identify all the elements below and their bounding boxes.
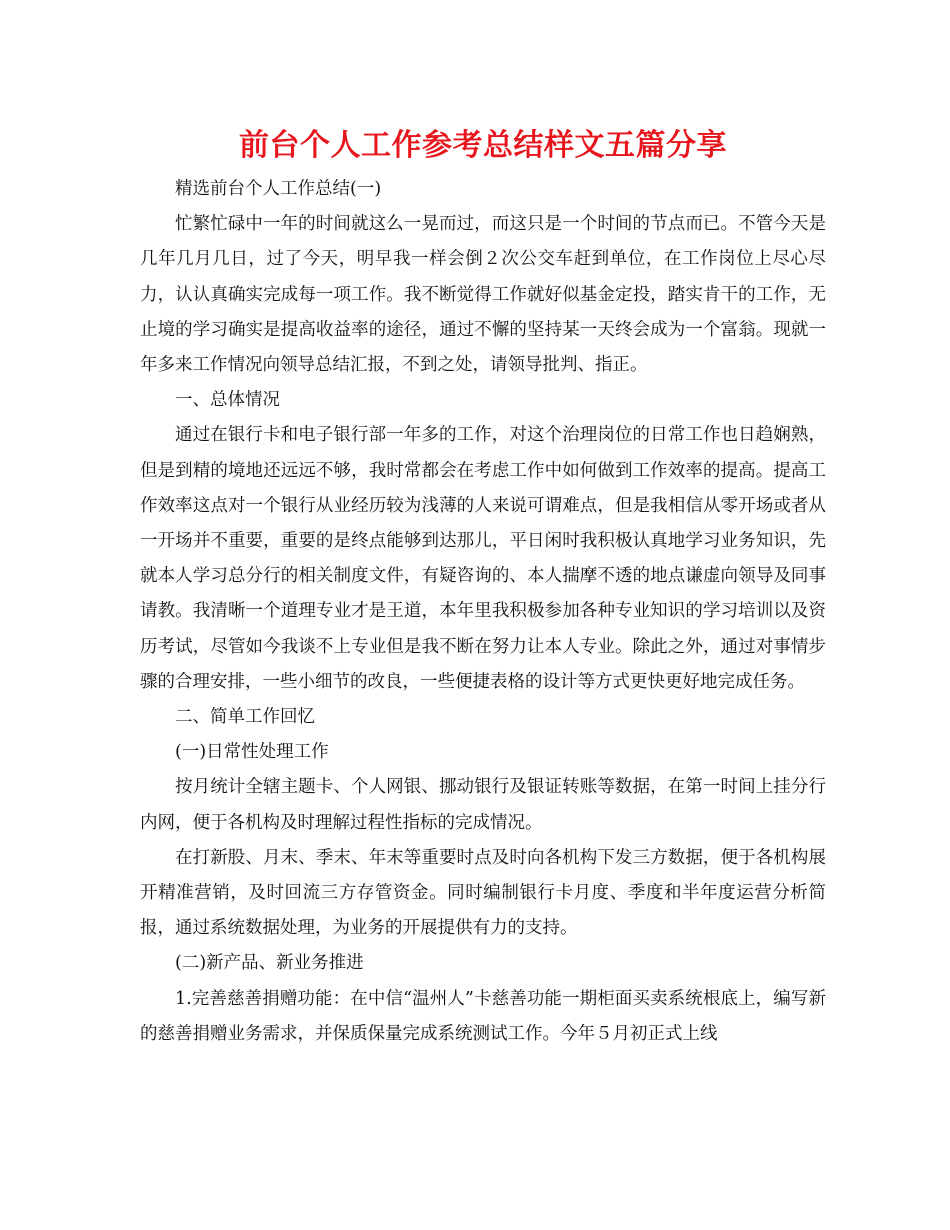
body-paragraph: 通过在银行卡和电子银行部一年多的工作，对这个治理岗位的日常工作也日趋娴熟，但是到精的境地还远远不够，我时常都会在考虑工作中如何做到工作效率的提高。提高工作效率这点对一个银行从业经历较为浅薄的人来说可谓难点，但是我相信从零开场或者从一开场并不重要，重要的是终点能够到达那儿，平日闲时我积极认真地学习业务知识，先就本人学习总分行的相关制度文件，有疑咨询的、本人揣摩不透的地点谦虚向领导及同事请教。我清晰一个道理专业才是王道，本年里我积极参加各种专业知识的学习培训以及资历考试，尽管如今我谈不上专业但是我不断在努力让本人专业。除此之外，通过对事情步骤的合理安排，一些小细节的改良，一些便捷表格的设计等方式更快更好地完成任务。 (140, 425, 826, 692)
document-page (140, 124, 826, 1052)
section-heading: 一、总体情况 (175, 390, 280, 411)
body-paragraph: 在打新股、月末、季末、年末等重要时点及时向各机构下发三方数据，便于各机构展开精准营销，及时回流三方存管资金。同时编制银行卡月度、季度和半年度运营分析简报，通过系统数据处理，为业务的开展提供有力的支持。 (140, 847, 826, 939)
subsection-heading: (二)新产品、新业务推进 (175, 953, 364, 974)
document-title: 前台个人工作参考总结样文五篇分享 (239, 128, 727, 163)
body-paragraph: 忙繁忙碌中一年的时间就这么一晃而过，而这只是一个时间的节点而已。不管今天是几年几月几日，过了今天，明早我一样会倒２次公交车赶到单位，在工作岗位上尽心尽力，认认真确实完成每一项工作。我不断觉得工作就好似基金定投，踏实肯干的工作，无止境的学习确实是提高收益率的途径，通过不懈的坚持某一天终会成为一个富翁。现就一年多来工作情况向领导总结汇报，不到之处，请领导批判、指正。 (140, 214, 826, 376)
section-heading-intro: 精选前台个人工作总结(一) (175, 179, 382, 199)
document-body (140, 172, 826, 1052)
body-paragraph: 按月统计全辖主题卡、个人网银、挪动银行及银证转账等数据，在第一时间上挂分行内网，便于各机构及时理解过程性指标的完成情况。 (140, 777, 826, 833)
subsection-heading: (一)日常性处理工作 (175, 742, 329, 763)
section-heading: 二、简单工作回忆 (175, 707, 315, 728)
body-paragraph: 1.完善慈善捐赠功能：在中信“温州人”卡慈善功能一期柜面买卖系统根底上，编写新的慈善捐赠业务需求，并保质保量完成系统测试工作。今年５月初正式上线 (140, 988, 826, 1044)
